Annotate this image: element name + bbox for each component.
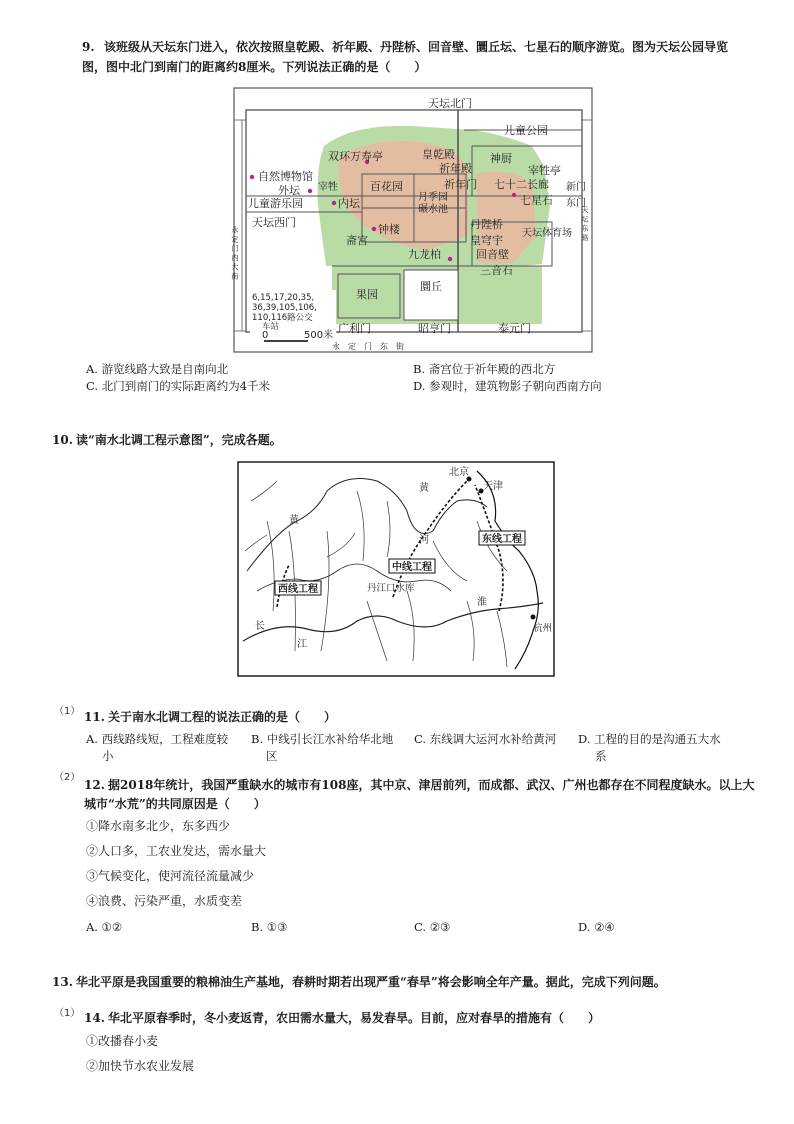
map-chang2: 江 xyxy=(297,639,307,650)
map-label-zhaigong: 斋宫 xyxy=(346,234,368,247)
map-label-qishier: 七十二长廊 xyxy=(494,178,549,191)
map-label-shuanghuan: 双环万寿亭 xyxy=(328,150,383,163)
q9-stem-line2: 图，图中北门到南门的距离约8厘米。下列说法正确的是（ ） xyxy=(82,60,427,74)
q12-item-2: ②人口多，工农业发达，需水量大 xyxy=(86,844,267,858)
south-north-water-map xyxy=(237,461,555,677)
map-label-north-gate: 天坛北门 xyxy=(428,97,472,110)
q14-stem: 华北平原春季时，冬小麦返青，农田需水量大，易发春旱。目前，应对春旱的措施有（ ） xyxy=(108,1011,601,1025)
q13-stem: 华北平原是我国重要的粮棉油生产基地，春耕时期若出现严重“春旱”将会影响全年产量。据此，完成下列问题。 xyxy=(76,975,666,989)
q11-option-b-line1[interactable]: B. 中线引长江水补给华北地 xyxy=(251,732,394,746)
q12-number: 12. xyxy=(84,778,105,792)
map-label-shenchu: 神厨 xyxy=(490,152,512,165)
q12-stem-line2: 城市“水荒”的共同原因是（ ） xyxy=(84,797,266,811)
q9-stem-line1: 该班级从天坛东门进入，依次按照皇乾殿、祈年殿、丹陛桥、回音壁、圜丘坛、七星石的顺序游览。图为天坛公园导览 xyxy=(104,40,729,54)
map-label-childrens-playground: 儿童游乐园 xyxy=(248,197,303,210)
q11-badge: （1） xyxy=(54,706,81,717)
map-label-huangqiongyu: 皇穹宇 xyxy=(470,234,503,247)
map-scale-length: 500米 xyxy=(304,330,334,341)
q12-item-4: ④浪费、污染严重，水质变差 xyxy=(86,894,243,908)
q11-option-d-line1[interactable]: D. 工程的目的是沟通五大水 xyxy=(578,732,721,746)
map-danjiangkou: 丹江口水库 xyxy=(367,583,415,594)
q11-number: 11. xyxy=(84,710,105,724)
map-bus-line2: 36,39,105,106, xyxy=(252,303,317,313)
map-label-qixingshi: 七星石 xyxy=(520,194,553,207)
map-label-baihua: 百花园 xyxy=(370,180,403,193)
map-label-danbiqiao: 丹陛桥 xyxy=(470,218,503,231)
map-huai: 淮 xyxy=(477,597,487,608)
map-label-guangli: 广利门 xyxy=(338,322,371,335)
map-label-qinianmen: 祈年门 xyxy=(444,178,477,191)
map-chang1: 长 xyxy=(255,621,265,632)
map-beijing: 北京 xyxy=(449,467,469,478)
map-label-waitan: 外坛 xyxy=(278,184,300,197)
tiantan-park-map xyxy=(232,86,594,354)
map-bus-line1: 6,15,17,20,35, xyxy=(252,293,315,303)
map-label-dongmen: 东门 xyxy=(566,198,586,209)
q11-option-b-line2: 区 xyxy=(266,749,278,763)
map-label-jiulongbai: 九龙柏 xyxy=(408,248,441,261)
map-scale-zero: 0 xyxy=(262,330,269,341)
q12-option-a[interactable]: A. ①② xyxy=(86,920,123,934)
map-label-zaisheng: 宰牲亭 xyxy=(528,164,561,177)
map-street-right: 天 坛 东 路 xyxy=(581,206,589,241)
q12-option-b[interactable]: B. ①③ xyxy=(251,920,288,934)
q12-option-c[interactable]: C. ②③ xyxy=(414,920,451,934)
q9-option-a[interactable]: A. 游览线路大致是自南向北 xyxy=(86,362,229,376)
q10-stem: 读“南水北调工程示意图”，完成各题。 xyxy=(76,433,282,447)
q9-option-b[interactable]: B. 斋宫位于祈年殿的西北方 xyxy=(413,362,556,376)
map-bus-line4: 车站 xyxy=(262,322,280,332)
q9-option-d[interactable]: D. 参观时，建筑物影子朝向西南方向 xyxy=(413,379,602,393)
map-label-childrens-park: 儿童公园 xyxy=(504,124,548,137)
map-street-left: 永 定 门 内 大 街 xyxy=(231,226,239,280)
q10-number: 10. xyxy=(52,433,73,447)
map-label-neitan: 内坛 xyxy=(338,197,360,210)
q11-option-c[interactable]: C. 东线调大运河水补给黄河 xyxy=(414,732,557,746)
map-label-east-gate: 新门 xyxy=(566,182,586,193)
q14-badge: （1） xyxy=(54,1008,81,1019)
map-yellow-west: 黄 xyxy=(289,515,299,526)
q14-item-1: ①改播春小麦 xyxy=(86,1034,159,1048)
q13-number: 13. xyxy=(52,975,73,989)
map-label-west-gate: 天坛西门 xyxy=(252,216,296,229)
map-label-lianshui: 碾水池 xyxy=(418,204,448,215)
q12-stem-line1: 据2018年统计，我国严重缺水的城市有108座，其中京、津居前列，而成都、武汉、广州也都存在不同程度缺水。以上大 xyxy=(108,778,755,792)
map-huang1: 黄 xyxy=(419,483,429,494)
q12-item-3: ③气候变化，使河流径流量减少 xyxy=(86,869,255,883)
q11-stem: 关于南水北调工程的说法正确的是（ ） xyxy=(108,710,337,724)
q9-option-c[interactable]: C. 北门到南门的实际距离约为4千米 xyxy=(86,379,271,393)
q11-option-d-line2: 系 xyxy=(595,749,607,763)
map-label-zhonglou: 钟楼 xyxy=(378,223,400,236)
map-label-yueji: 月季园 xyxy=(418,192,448,203)
map-label-qinian: 祈年殿 xyxy=(439,162,472,175)
map-label-guoyuan: 果园 xyxy=(356,288,378,301)
q14-number: 14. xyxy=(84,1011,105,1025)
map-label-yuanqiu: 圜丘 xyxy=(420,280,442,293)
q9-number: 9. xyxy=(82,40,95,54)
map-label-sports: 天坛体育场 xyxy=(522,228,572,239)
map-label-zaisheng2: 宰牲 xyxy=(318,182,338,193)
map-label-sanyinshi: 三音石 xyxy=(480,264,513,277)
map-middle-route: 中线工程 xyxy=(392,562,432,573)
map-label-taiyuan: 泰元门 xyxy=(498,322,531,335)
map-label-huangqian: 皇乾殿 xyxy=(422,148,455,161)
map-label-nature-museum: 自然博物馆 xyxy=(258,170,313,183)
map-hangzhou: 杭州 xyxy=(533,623,553,634)
map-huang2: 河 xyxy=(419,535,429,546)
q12-badge: （2） xyxy=(54,772,81,783)
map-bus-line3: 110,116路公交 xyxy=(252,313,313,323)
map-street-bottom: 永 定 门 东 街 xyxy=(332,342,404,351)
q12-item-1: ①降水南多北少，东多西少 xyxy=(86,819,231,833)
map-east-route: 东线工程 xyxy=(482,534,522,545)
q11-option-a-line1[interactable]: A. 西线路线短，工程难度较 xyxy=(86,732,229,746)
map-label-huiyinbi: 回音壁 xyxy=(476,248,509,261)
q12-option-d[interactable]: D. ②④ xyxy=(578,920,615,934)
map-label-zhaoheng: 昭亨门 xyxy=(418,322,451,335)
map-west-route: 西线工程 xyxy=(278,584,318,595)
q11-option-a-line2: 小 xyxy=(102,749,114,763)
q14-item-2: ②加快节水农业发展 xyxy=(86,1059,195,1073)
map-tianjin: 天津 xyxy=(483,481,503,492)
